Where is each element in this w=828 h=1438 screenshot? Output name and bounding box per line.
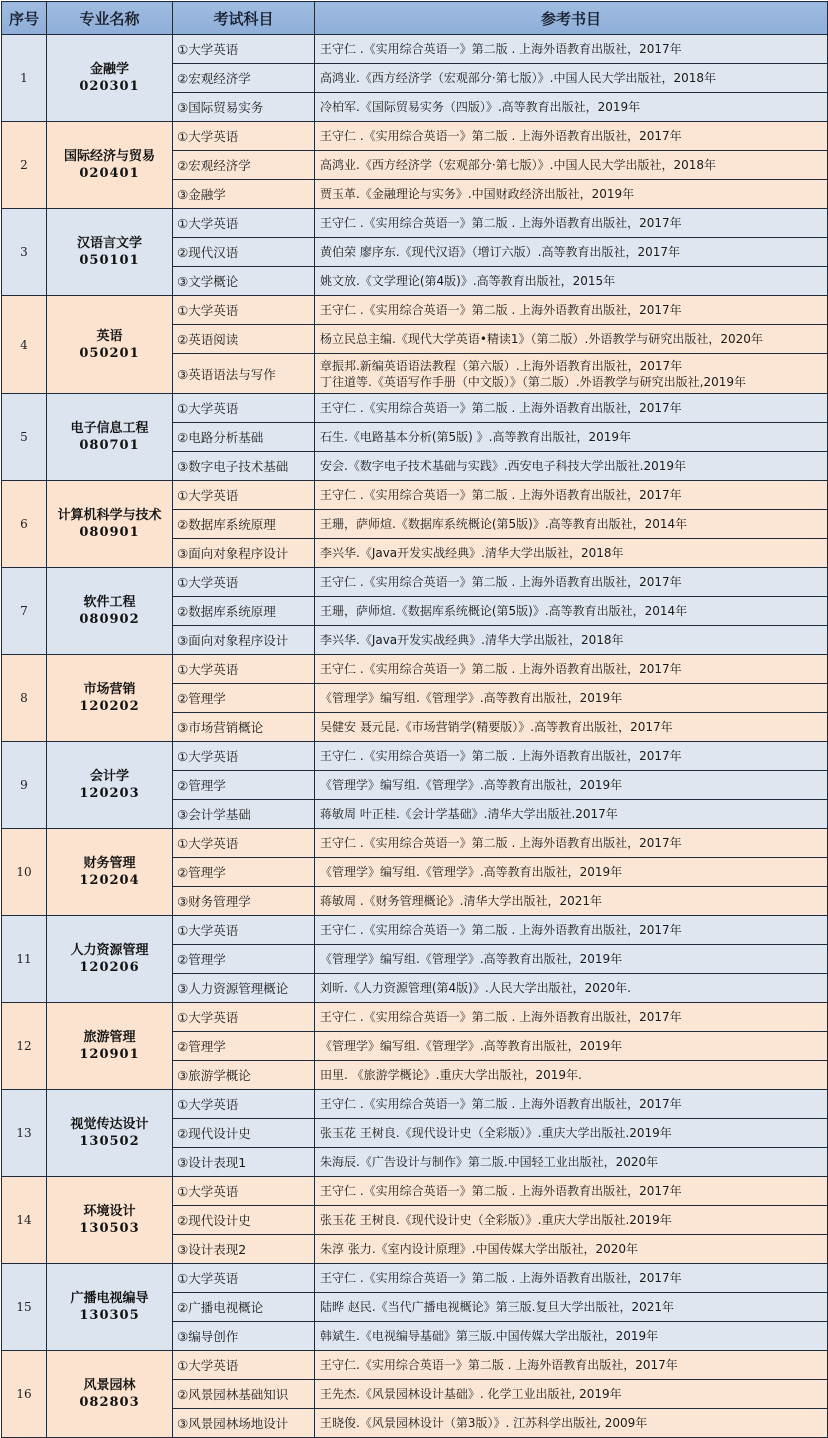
reference-line: 王守仁 .《实用综合英语一》第二版 . 上海外语教育出版社，2017年 — [320, 836, 682, 850]
reference-books — [315, 568, 828, 597]
table-row — [2, 296, 828, 325]
major-name: 旅游管理 — [83, 1030, 136, 1045]
reference-line: 韩斌生.《电视编导基础》第三版.中国传媒大学出版社，2019年 — [320, 1329, 659, 1343]
exam-subject: ①大学英语 — [173, 1003, 315, 1032]
reference-books — [315, 1032, 828, 1061]
exam-subject: ③金融学 — [173, 180, 315, 209]
major-name: 软件工程 — [83, 595, 136, 610]
reference-books — [315, 296, 828, 325]
exam-subject: ③国际贸易实务 — [173, 93, 315, 122]
major-code: 120204 — [79, 873, 140, 888]
major-cell — [47, 829, 173, 916]
reference-line: 蒋敏周 叶正桂.《会计学基础》.清华大学出版社.2017年 — [320, 807, 618, 821]
exam-subject: ②管理学 — [173, 945, 315, 974]
exam-subject: ②现代设计史 — [173, 1119, 315, 1148]
exam-subject: ③设计表现2 — [173, 1235, 315, 1264]
major-code: 050201 — [79, 345, 140, 361]
reference-books — [315, 510, 828, 539]
exam-subject: ③旅游学概论 — [173, 1061, 315, 1090]
reference-line: 李兴华.《Java开发实战经典》.清华大学出版社，2018年 — [320, 633, 624, 647]
major-cell — [47, 1003, 173, 1090]
reference-line: 王守仁 .《实用综合英语一》第二版 . 上海外语教育出版社，2017年 — [320, 488, 682, 502]
reference-line: 王守仁 .《实用综合英语一》第二版 . 上海外语教育出版社，2017年 — [320, 662, 682, 676]
exam-subject: ③财务管理学 — [173, 887, 315, 916]
major-cell — [47, 1264, 173, 1351]
exam-subject: ③面向对象程序设计 — [173, 539, 315, 568]
exam-subject: ②现代设计史 — [173, 1206, 315, 1235]
exam-subject: ③会计学基础 — [173, 800, 315, 829]
exam-subject: ①大学英语 — [173, 1177, 315, 1206]
row-index: 7 — [2, 568, 47, 655]
table-header-row — [2, 2, 828, 35]
reference-line: 《管理学》编写组.《管理学》.高等教育出版社，2019年 — [320, 1039, 623, 1053]
table-row — [2, 122, 828, 151]
exam-subject: ③英语语法与写作 — [173, 354, 315, 394]
table-row — [2, 1264, 828, 1293]
table-row — [2, 1351, 828, 1380]
reference-books — [315, 539, 828, 568]
reference-line: 《管理学》编写组.《管理学》.高等教育出版社，2019年 — [320, 865, 623, 879]
reference-books — [315, 122, 828, 151]
reference-line: 章振邦.新编英语语法教程（第六版）.上海外语教育出版社，2017年 — [320, 358, 683, 373]
exam-subject: ②广播电视概论 — [173, 1293, 315, 1322]
reference-books — [315, 829, 828, 858]
major-cell — [47, 568, 173, 655]
major-name: 财务管理 — [83, 856, 136, 871]
major-name: 计算机科学与技术 — [57, 508, 162, 523]
reference-books — [315, 35, 828, 64]
exam-subject: ③市场营销概论 — [173, 713, 315, 742]
reference-books — [315, 93, 828, 122]
table-row — [2, 1003, 828, 1032]
reference-books — [315, 64, 828, 93]
major-code: 130503 — [79, 1221, 140, 1236]
exam-subject: ②宏观经济学 — [173, 64, 315, 93]
exam-subject: ①大学英语 — [173, 35, 315, 64]
exam-subject: ③编导创作 — [173, 1322, 315, 1351]
reference-line: 陆晔 赵民.《当代广播电视概论》第三版.复旦大学出版社，2021年 — [320, 1300, 674, 1314]
reference-line: 吴健安 聂元昆.《市场营销学(精要版）》.高等教育出版社，2017年 — [320, 720, 673, 734]
reference-line: 王先杰.《风景园林设计基础》. 化学工业出版社, 2019年 — [320, 1387, 622, 1401]
reference-books — [315, 655, 828, 684]
reference-line: 王守仁 .《实用综合英语一》第二版 . 上海外语教育出版社，2017年 — [320, 303, 682, 317]
major-cell — [47, 394, 173, 481]
exam-subject: ①大学英语 — [173, 1090, 315, 1119]
reference-books — [315, 354, 828, 394]
row-index: 14 — [2, 1177, 47, 1264]
exam-subject: ①大学英语 — [173, 122, 315, 151]
reference-books — [315, 771, 828, 800]
reference-line: 张玉花 王树良.《现代设计史（全彩版）》.重庆大学出版社.2019年 — [320, 1213, 672, 1227]
reference-books — [315, 1409, 828, 1438]
reference-line: 王守仁 .《实用综合英语一》第二版 . 上海外语教育出版社，2017年 — [320, 1010, 682, 1024]
reference-line: 张玉花 王树良.《现代设计史（全彩版）》.重庆大学出版社.2019年 — [320, 1126, 672, 1140]
reference-line: 石生.《电路基本分析(第5版) 》.高等教育出版社，2019年 — [320, 430, 631, 444]
major-cell — [47, 209, 173, 296]
header-reference: 参考书目 — [315, 2, 828, 35]
exam-subject: ①大学英语 — [173, 1264, 315, 1293]
table-row — [2, 35, 828, 64]
major-cell — [47, 1177, 173, 1264]
reference-books — [315, 800, 828, 829]
reference-line: 贾玉革.《金融理论与实务》.中国财政经济出版社，2019年 — [320, 187, 635, 201]
major-name: 环境设计 — [83, 1204, 136, 1219]
reference-books — [315, 742, 828, 771]
reference-line: 王守仁 .《实用综合英语一》第二版 . 上海外语教育出版社，2017年 — [320, 401, 682, 415]
reference-line: 李兴华.《Java开发实战经典》.清华大学出版社，2018年 — [320, 546, 624, 560]
exam-subject: ②管理学 — [173, 684, 315, 713]
exam-subject: ①大学英语 — [173, 916, 315, 945]
table-row — [2, 481, 828, 510]
reference-books — [315, 1148, 828, 1177]
major-code: 130305 — [79, 1308, 140, 1323]
reference-line: 王珊，萨师煊.《数据库系统概论(第5版)》.高等教育出版社，2014年 — [320, 517, 688, 531]
exam-subject: ①大学英语 — [173, 829, 315, 858]
reference-line: 王守仁 .《实用综合英语一》第二版 . 上海外语教育出版社，2017年 — [320, 1097, 682, 1111]
major-code: 080902 — [79, 612, 140, 627]
reference-line: 刘昕.《人力资源管理(第4版)》.人民大学出版社，2020年. — [320, 981, 631, 995]
reference-books — [315, 858, 828, 887]
reference-line: 田里. 《旅游学概论》.重庆大学出版社，2019年. — [320, 1068, 582, 1082]
reference-books — [315, 238, 828, 267]
header-index: 序号 — [2, 2, 47, 35]
exam-subject: ②管理学 — [173, 771, 315, 800]
reference-books — [315, 945, 828, 974]
table-row — [2, 209, 828, 238]
row-index: 12 — [2, 1003, 47, 1090]
exam-subject: ③数字电子技术基础 — [173, 452, 315, 481]
major-name: 会计学 — [89, 769, 129, 784]
major-code: 020401 — [79, 166, 140, 181]
reference-books — [315, 684, 828, 713]
major-name: 市场营销 — [83, 682, 136, 697]
table-row — [2, 1090, 828, 1119]
table-row — [2, 394, 828, 423]
reference-books — [315, 1322, 828, 1351]
exam-subject: ③人力资源管理概论 — [173, 974, 315, 1003]
reference-line: 朱淳 张力.《室内设计原理》.中国传媒大学出版社，2020年 — [320, 1242, 638, 1256]
major-cell — [47, 742, 173, 829]
reference-books — [315, 151, 828, 180]
row-index: 3 — [2, 209, 47, 296]
major-name: 英语 — [96, 328, 123, 344]
major-code: 020301 — [79, 79, 140, 94]
major-code: 120203 — [79, 786, 140, 801]
reference-line: 姚文放.《文学理论(第4版)》.高等教育出版社，2015年 — [320, 274, 616, 288]
exam-subject: ②电路分析基础 — [173, 423, 315, 452]
major-cell — [47, 1090, 173, 1177]
exam-subject: ③文学概论 — [173, 267, 315, 296]
reference-line: 王守仁 .《实用综合英语一》第二版 . 上海外语教育出版社，2017年 — [320, 42, 682, 56]
major-name: 人力资源管理 — [70, 943, 149, 958]
major-cell — [47, 296, 173, 394]
reference-books — [315, 1235, 828, 1264]
reference-line: 王守仁 .《实用综合英语一》第二版 . 上海外语教育出版社，2017年 — [320, 1271, 682, 1285]
exam-subject: ②数据库系统原理 — [173, 510, 315, 539]
reference-books — [315, 325, 828, 354]
reference-books — [315, 713, 828, 742]
major-cell — [47, 1351, 173, 1438]
reference-line: 王守仁 .《实用综合英语一》第二版 . 上海外语教育出版社，2017年 — [320, 1184, 682, 1198]
reference-books — [315, 1119, 828, 1148]
reference-books — [315, 1003, 828, 1032]
major-name: 国际经济与贸易 — [63, 149, 155, 164]
reference-line: 丁往道等.《英语写作手册（中文版）》（第二版）.外语教学与研究出版社,2019年 — [320, 374, 746, 389]
reference-books — [315, 1293, 828, 1322]
reference-line: 朱海辰.《广告设计与制作》第二版.中国轻工业出版社，2020年 — [320, 1155, 659, 1169]
major-name: 金融学 — [89, 62, 129, 77]
major-code: 082803 — [79, 1395, 140, 1410]
row-index: 11 — [2, 916, 47, 1003]
exam-subject: ①大学英语 — [173, 209, 315, 238]
reference-line: 王守仁 .《实用综合英语一》第二版 . 上海外语教育出版社，2017年 — [320, 216, 682, 230]
row-index: 10 — [2, 829, 47, 916]
reference-books — [315, 974, 828, 1003]
major-code: 080901 — [79, 525, 140, 540]
exam-subject: ③风景园林场地设计 — [173, 1409, 315, 1438]
reference-line: 冷柏军.《国际贸易实务（四版）》.高等教育出版社，2019年 — [320, 100, 641, 114]
major-cell — [47, 916, 173, 1003]
reference-line: 王晓俊.《风景园林设计（第3版）》. 江苏科学出版社, 2009年 — [320, 1416, 648, 1430]
major-code: 080701 — [79, 438, 140, 453]
exam-subject: ②现代汉语 — [173, 238, 315, 267]
reference-line: 《管理学》编写组.《管理学》.高等教育出版社，2019年 — [320, 691, 623, 705]
exam-subject: ①大学英语 — [173, 742, 315, 771]
reference-line: 王守仁.《实用综合英语一》第二版 . 上海外语教育出版社，2017年 — [320, 1358, 678, 1372]
exam-subject: ②管理学 — [173, 1032, 315, 1061]
reference-line: 高鸿业.《西方经济学（宏观部分·第七版）》.中国人民大学出版社，2018年 — [320, 71, 716, 85]
exam-subject: ②宏观经济学 — [173, 151, 315, 180]
reference-books — [315, 209, 828, 238]
reference-line: 王守仁 .《实用综合英语一》第二版 . 上海外语教育出版社，2017年 — [320, 923, 682, 937]
exam-subject: ②管理学 — [173, 858, 315, 887]
table-body — [2, 35, 828, 1438]
row-index: 1 — [2, 35, 47, 122]
major-cell — [47, 35, 173, 122]
reference-line: 高鸿业.《西方经济学（宏观部分·第七版）》.中国人民大学出版社，2018年 — [320, 158, 716, 172]
row-index: 15 — [2, 1264, 47, 1351]
table-row — [2, 829, 828, 858]
major-name: 广播电视编导 — [70, 1291, 149, 1306]
row-index: 16 — [2, 1351, 47, 1438]
exam-subject: ①大学英语 — [173, 481, 315, 510]
reference-books — [315, 916, 828, 945]
reference-books — [315, 267, 828, 296]
row-index: 4 — [2, 296, 47, 394]
reference-books — [315, 1351, 828, 1380]
row-index: 2 — [2, 122, 47, 209]
exam-subject: ②数据库系统原理 — [173, 597, 315, 626]
reference-books — [315, 1177, 828, 1206]
row-index: 6 — [2, 481, 47, 568]
major-cell — [47, 655, 173, 742]
reference-books — [315, 481, 828, 510]
table-row — [2, 742, 828, 771]
table-row — [2, 1177, 828, 1206]
reference-line: 王守仁 .《实用综合英语一》第二版 . 上海外语教育出版社，2017年 — [320, 575, 682, 589]
reference-line: 王守仁 .《实用综合英语一》第二版 . 上海外语教育出版社，2017年 — [320, 749, 682, 763]
major-cell — [47, 122, 173, 209]
table-row — [2, 916, 828, 945]
major-name: 汉语言文学 — [76, 236, 142, 251]
major-name: 电子信息工程 — [70, 421, 149, 436]
reference-line: 王守仁 .《实用综合英语一》第二版 . 上海外语教育出版社，2017年 — [320, 129, 682, 143]
major-code: 120202 — [79, 699, 140, 714]
major-code: 120206 — [79, 960, 140, 975]
reference-line: 《管理学》编写组.《管理学》.高等教育出版社，2019年 — [320, 952, 623, 966]
reference-books — [315, 1380, 828, 1409]
row-index: 8 — [2, 655, 47, 742]
reference-books — [315, 1061, 828, 1090]
table-row — [2, 655, 828, 684]
reference-books — [315, 452, 828, 481]
exam-subject: ①大学英语 — [173, 296, 315, 325]
major-code: 050101 — [79, 253, 140, 268]
table-row — [2, 568, 828, 597]
row-index: 9 — [2, 742, 47, 829]
row-index: 13 — [2, 1090, 47, 1177]
reference-line: 黄伯荣 廖序东.《现代汉语》（增订六版）.高等教育出版社，2017年 — [320, 245, 680, 259]
exam-reference-table — [1, 1, 828, 1438]
row-index: 5 — [2, 394, 47, 481]
major-name: 视觉传达设计 — [70, 1117, 149, 1132]
major-code: 120901 — [79, 1047, 140, 1062]
reference-line: 《管理学》编写组.《管理学》.高等教育出版社，2019年 — [320, 778, 623, 792]
header-major: 专业名称 — [47, 2, 173, 35]
reference-books — [315, 1090, 828, 1119]
reference-books — [315, 394, 828, 423]
exam-subject: ①大学英语 — [173, 1351, 315, 1380]
exam-subject: ③设计表现1 — [173, 1148, 315, 1177]
reference-line: 安会.《数字电子技术基础与实践》.西安电子科技大学出版社.2019年 — [320, 459, 686, 473]
reference-books — [315, 180, 828, 209]
reference-books — [315, 597, 828, 626]
exam-subject: ②英语阅读 — [173, 325, 315, 354]
reference-books — [315, 1264, 828, 1293]
major-code: 130502 — [79, 1134, 140, 1149]
reference-line: 蒋敏周 .《财务管理概论》.清华大学出版社，2021年 — [320, 894, 602, 908]
exam-subject: ①大学英语 — [173, 655, 315, 684]
exam-subject: ①大学英语 — [173, 394, 315, 423]
exam-subject: ①大学英语 — [173, 568, 315, 597]
major-cell — [47, 481, 173, 568]
major-name: 风景园林 — [83, 1378, 136, 1393]
reference-books — [315, 1206, 828, 1235]
reference-books — [315, 887, 828, 916]
header-subject: 考试科目 — [173, 2, 315, 35]
exam-subject: ②风景园林基础知识 — [173, 1380, 315, 1409]
reference-line: 王珊，萨师煊.《数据库系统概论(第5版)》.高等教育出版社，2014年 — [320, 604, 688, 618]
reference-line: 杨立民总主编.《现代大学英语•精读1》（第二版）.外语教学与研究出版社，2020年 — [320, 332, 763, 346]
reference-books — [315, 626, 828, 655]
exam-subject: ③面向对象程序设计 — [173, 626, 315, 655]
reference-books — [315, 423, 828, 452]
